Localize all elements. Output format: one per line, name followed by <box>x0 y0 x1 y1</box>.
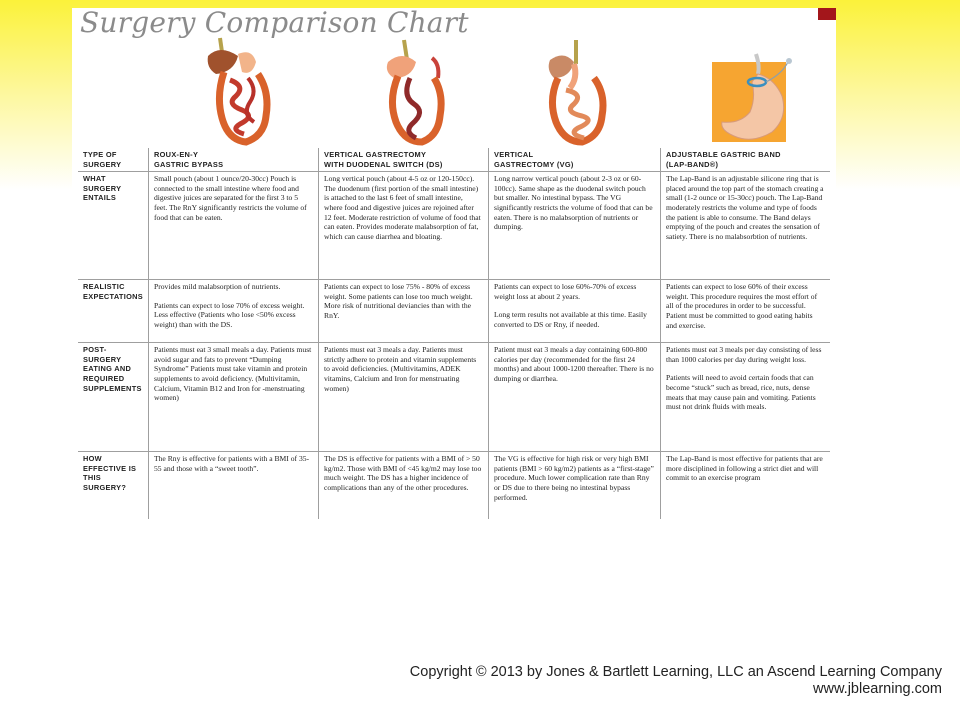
slide-card <box>72 8 836 532</box>
table-cell <box>318 343 488 451</box>
copyright-text: Copyright © 2013 by Jones & Bartlett Learning, LLC an Ascend Learning Company <box>409 664 942 680</box>
header-line: ADJUSTABLE GASTRIC BAND <box>666 150 781 159</box>
table-cell <box>488 343 660 451</box>
row-label-line: REALISTIC <box>83 282 125 292</box>
table-cell <box>148 452 318 519</box>
cell-text: Patients can expect to lose 60% of their excess weight. This procedure requires the most effort of all of the procedures in order to be successful. Patient must be committed to good eating habits and exercise. <box>666 282 818 330</box>
sleeve-gastrectomy-illustration <box>544 38 610 150</box>
row-label-line: WHAT SURGERY <box>83 174 122 193</box>
lap-band-illustration <box>712 52 794 146</box>
row-label-line: REQUIRED <box>83 373 125 383</box>
cell-text: Patients must eat 3 meals a day. Patients must strictly adhere to protein and vitamin supplements to avoid deficiencies. (Multivitamins, ADEK vitamins, Calcium and Iron for menstruating women) <box>324 345 477 393</box>
table-cell <box>148 280 318 342</box>
row-label <box>78 280 148 342</box>
table-cell <box>318 172 488 279</box>
table-cell <box>318 452 488 519</box>
cell-text: Long vertical pouch (about 4-5 oz or 120-150cc). The duodenum (first portion of the small intestine) is attached to the last 6 feet of small intestine, where food and digestive juices are rejoined after 12 feet. Moderate restriction of volume of food that can eaten. Provides moderate malabsorption of fat, which can cause diarrhea and bloating. <box>324 174 481 241</box>
accent-square <box>818 8 836 20</box>
table-cell <box>660 452 830 519</box>
header-roux-en-y <box>148 148 318 171</box>
cell-text: The VG is effective for high risk or very high BMI patients (BMI > 60 kg/m2) patients as a “first-stage” procedure. Much lower complication rate than Rny or DS due to there being no intestinal bypass performed. <box>494 454 654 502</box>
row-label-line: EXPECTATIONS <box>83 291 143 301</box>
table-row-how-effective <box>78 452 830 519</box>
header-line: (LAP-BAND®) <box>666 159 719 169</box>
table-header-row <box>78 148 830 171</box>
row-label-line: THIS SURGERY? <box>83 473 127 492</box>
header-label-line: TYPE OF <box>83 150 117 159</box>
cell-text: Patients will need to avoid certain foods that can become “stuck” such as bread, rice, nuts, dense meats that may cause pain and vomiting. Patients must not drink fluids with meals. <box>666 373 816 412</box>
table-row-what-surgery-entails <box>78 172 830 279</box>
table-cell <box>660 172 830 279</box>
row-label <box>78 343 148 451</box>
header-line: VERTICAL <box>494 150 534 159</box>
row-label <box>78 452 148 519</box>
header-line: GASTRIC BYPASS <box>154 159 224 169</box>
cell-text: Long narrow vertical pouch (about 2-3 oz or 60-100cc). Same shape as the duodenal switch pouch but smaller. No intestinal bypass. The VG significantly restricts the volume of food that can be eaten. There is no malabsorption of nutrients or dumping. <box>494 174 653 232</box>
cell-text: Small pouch (about 1 ounce/20-30cc) Pouch is connected to the small intestine where food and digestive juices are separated for the first 3 to 5 feet. The RnY significantly restricts the volume of food that can be eaten. <box>154 174 307 222</box>
page-title: Surgery Comparison Chart <box>80 6 469 39</box>
table-cell <box>488 452 660 519</box>
cell-text: Patient must eat 3 meals a day containing 600-800 calories per day (recommended for the first 24 months) and about 1000-1200 thereafter. There is no dumping or diarrhea. <box>494 345 654 383</box>
footer-url: www.jblearning.com <box>813 681 942 697</box>
header-line: ROUX-EN-Y <box>154 150 199 159</box>
cell-text: The Lap-Band is most effective for patients that are more disciplined in following a strict diet and will commit to an exercise program <box>666 454 823 483</box>
header-label-line: SURGERY <box>83 159 122 169</box>
row-label <box>78 172 148 279</box>
header-line: GASTRECTOMY (VG) <box>494 159 574 169</box>
table-cell <box>148 343 318 451</box>
table-cell <box>148 172 318 279</box>
row-label-line: EATING AND <box>83 364 132 374</box>
row-label-line: ENTAILS <box>83 193 117 203</box>
surgery-comparison-table <box>78 148 830 519</box>
row-label-line: POST-SURGERY <box>83 345 122 364</box>
table-cell <box>488 280 660 342</box>
header-label-type-of-surgery <box>78 148 148 171</box>
cell-text: Patients must eat 3 small meals a day. Patients must avoid sugar and fats to prevent “Dumping Syndrome” Patients must take vitamin and protein supplements to avoid deficiency. (Multivitamin, Calcium, Vitamin B12 and Iron for -menstruating women) <box>154 345 312 403</box>
header-vertical-gastrectomy <box>488 148 660 171</box>
row-label-line: HOW EFFECTIVE IS <box>83 454 137 473</box>
table-row-realistic-expectations <box>78 280 830 342</box>
header-line: WITH DUODENAL SWITCH (DS) <box>324 159 443 169</box>
cell-text: The Rny is effective for patients with a BMI of 35-55 and those with a “sweet tooth”. <box>154 454 310 473</box>
cell-text: Patients must eat 3 meals per day consisting of less than 1000 calories per day during weight loss. <box>666 345 822 364</box>
table-cell <box>318 280 488 342</box>
row-label-line: SUPPLEMENTS <box>83 383 142 393</box>
cell-text: The Lap-Band is an adjustable silicone ring that is placed around the top part of the stomach creating a small (1-2 ounce or 15-30cc) pouch. The Lap-Band moderately restricts the volume and type of foods the patient is able to consume. The Band delays emptying of the pouch and creates the sensation of satiety. There is no malabsorbtion of nutrients. <box>666 174 824 241</box>
cell-text: The DS is effective for patients with a BMI of > 50 kg/m2. Those with BMI of <45 kg/m2 may lose too much weight. The DS has a higher incidence of complications than any of the other procedures. <box>324 454 482 492</box>
table-row-post-surgery <box>78 343 830 451</box>
table-cell <box>488 172 660 279</box>
cell-text: Patients can expect to lose 70% of excess weight. Less effective (Patients who lose <50% excess weight) than with the DS. <box>154 300 305 329</box>
cell-text: Patients can expect to lose 75% - 80% of excess weight. Some patients can lose too much weight. More risk of nutritional deviancies than with the RnY. <box>324 282 473 320</box>
footer <box>410 664 942 698</box>
duodenal-switch-illustration <box>382 38 448 150</box>
header-adjustable-gastric-band <box>660 148 830 171</box>
header-line: VERTICAL GASTRECTOMY <box>324 150 427 159</box>
roux-en-y-illustration <box>206 36 274 148</box>
cell-text: Patients can expect to lose 60%-70% of excess weight loss at about 2 years. <box>494 282 637 301</box>
cell-text: Long term results not available at this time. Easily converted to DS or Rny, if needed. <box>494 310 647 329</box>
table-cell <box>660 343 830 451</box>
cell-text: Provides mild malabsorption of nutrients. <box>154 282 281 292</box>
header-duodenal-switch <box>318 148 488 171</box>
table-cell <box>660 280 830 342</box>
